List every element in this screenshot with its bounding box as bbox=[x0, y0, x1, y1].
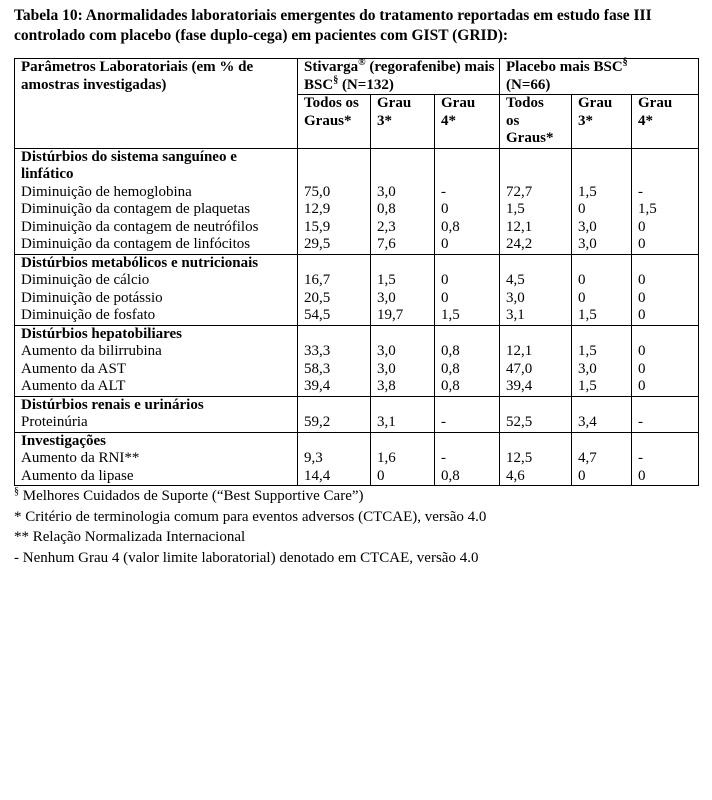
placebo-grade3-cell: 0 bbox=[572, 468, 632, 486]
section-blank-cell bbox=[572, 148, 632, 184]
param-cell: Diminuição de cálcio bbox=[15, 272, 298, 290]
param-cell: Diminuição de potássio bbox=[15, 290, 298, 308]
placebo-all-grades-cell: 3,1 bbox=[500, 307, 572, 325]
section-row bbox=[15, 432, 699, 450]
stivarga-grade3-cell: 3,0 bbox=[371, 184, 435, 202]
stivarga-grade4-cell: 0,8 bbox=[435, 343, 500, 361]
section-blank-cell bbox=[572, 432, 632, 450]
table-row bbox=[15, 272, 699, 290]
section-title: Distúrbios hepatobiliares bbox=[15, 325, 298, 343]
placebo-all-grades-label: Todos os Graus* bbox=[506, 95, 554, 146]
section-title: Distúrbios renais e urinários bbox=[15, 396, 298, 414]
stivarga-all-grades-cell: 59,2 bbox=[298, 414, 371, 432]
stivarga-grade3-cell: 19,7 bbox=[371, 307, 435, 325]
placebo-grade4-cell: - bbox=[632, 414, 699, 432]
placebo-grade4-cell: 1,5 bbox=[632, 201, 699, 219]
stivarga-grade4-cell: 0,8 bbox=[435, 468, 500, 486]
section-title: Distúrbios metabólicos e nutricionais bbox=[15, 254, 298, 272]
table-row bbox=[15, 219, 699, 237]
section-blank-cell bbox=[371, 325, 435, 343]
placebo-all-grades-cell: 72,7 bbox=[500, 184, 572, 202]
placebo-grade3-cell: 0 bbox=[572, 290, 632, 308]
section-blank-cell bbox=[435, 254, 500, 272]
placebo-grade3-cell: 3,4 bbox=[572, 414, 632, 432]
placebo-all-grades-cell: 4,5 bbox=[500, 272, 572, 290]
section-title: Investigações bbox=[15, 432, 298, 450]
placebo-grade4-cell: 0 bbox=[632, 219, 699, 237]
section-blank-cell bbox=[298, 396, 371, 414]
lab-abnormalities-table bbox=[14, 58, 699, 486]
stivarga-grade3-label: Grau 3* bbox=[377, 95, 412, 129]
section-blank-cell bbox=[572, 396, 632, 414]
section-title: Distúrbios do sistema sanguíneo e linfático bbox=[15, 148, 298, 184]
stivarga-all-grades-cell: 9,3 bbox=[298, 450, 371, 468]
placebo-header bbox=[500, 59, 699, 95]
section-blank-cell bbox=[371, 254, 435, 272]
table-row bbox=[15, 236, 699, 254]
section-blank-cell bbox=[632, 432, 699, 450]
section-row bbox=[15, 325, 699, 343]
placebo-all-grades-header bbox=[500, 95, 572, 149]
param-cell: Aumento da lipase bbox=[15, 468, 298, 486]
section-blank-cell bbox=[435, 148, 500, 184]
stivarga-all-grades-cell: 58,3 bbox=[298, 361, 371, 379]
stivarga-grade3-cell: 3,8 bbox=[371, 378, 435, 396]
stivarga-all-grades-cell: 15,9 bbox=[298, 219, 371, 237]
section-blank-cell bbox=[632, 396, 699, 414]
placebo-all-grades-cell: 4,6 bbox=[500, 468, 572, 486]
stivarga-grade4-cell: 0,8 bbox=[435, 378, 500, 396]
footnote-bsc bbox=[14, 486, 704, 507]
document-page bbox=[14, 6, 704, 568]
placebo-grade4-label: Grau 4* bbox=[638, 95, 673, 129]
placebo-grade4-cell: 0 bbox=[632, 468, 699, 486]
param-header-label: Parâmetros Laboratoriais (em % de amostras investigadas) bbox=[21, 59, 254, 93]
placebo-grade4-cell: - bbox=[632, 450, 699, 468]
param-cell: Aumento da bilirrubina bbox=[15, 343, 298, 361]
stivarga-grade3-cell: 3,0 bbox=[371, 343, 435, 361]
section-blank-cell bbox=[435, 432, 500, 450]
section-row bbox=[15, 148, 699, 184]
placebo-all-grades-cell: 52,5 bbox=[500, 414, 572, 432]
section-row bbox=[15, 396, 699, 414]
table-row bbox=[15, 343, 699, 361]
param-cell: Diminuição de fosfato bbox=[15, 307, 298, 325]
section-blank-cell bbox=[632, 254, 699, 272]
placebo-grade4-cell: 0 bbox=[632, 361, 699, 379]
footnotes bbox=[14, 486, 704, 568]
section-blank-cell bbox=[298, 254, 371, 272]
table-row bbox=[15, 184, 699, 202]
placebo-grade4-cell: 0 bbox=[632, 236, 699, 254]
section-blank-cell bbox=[298, 325, 371, 343]
stivarga-all-grades-cell: 12,9 bbox=[298, 201, 371, 219]
footnote-no-grade4: - Nenhum Grau 4 (valor limite laboratorial) denotado em CTCAE, versão 4.0 bbox=[14, 549, 479, 566]
table-row bbox=[15, 290, 699, 308]
table-row bbox=[15, 378, 699, 396]
param-cell: Diminuição da contagem de linfócitos bbox=[15, 236, 298, 254]
placebo-grade3-cell: 1,5 bbox=[572, 343, 632, 361]
section-blank-cell bbox=[572, 325, 632, 343]
footnote-rni: ** Relação Normalizada Internacional bbox=[14, 529, 246, 545]
placebo-all-grades-cell: 39,4 bbox=[500, 378, 572, 396]
placebo-grade3-cell: 1,5 bbox=[572, 307, 632, 325]
stivarga-all-grades-cell: 39,4 bbox=[298, 378, 371, 396]
table-row bbox=[15, 468, 699, 486]
stivarga-grade3-cell: 1,5 bbox=[371, 272, 435, 290]
section-blank-cell bbox=[435, 325, 500, 343]
section-blank-cell bbox=[500, 325, 572, 343]
placebo-all-grades-cell: 24,2 bbox=[500, 236, 572, 254]
table-title: Tabela 10: Anormalidades laboratoriais emergentes do tratamento reportadas em estudo fase III controlado com placebo (fase duplo-cega) em pacientes com GIST (GRID): bbox=[14, 7, 652, 44]
placebo-grade4-cell: 0 bbox=[632, 307, 699, 325]
stivarga-grade3-cell: 0,8 bbox=[371, 201, 435, 219]
stivarga-all-grades-cell: 20,5 bbox=[298, 290, 371, 308]
placebo-n: (N=66) bbox=[506, 76, 551, 93]
registered-mark: ® bbox=[358, 57, 366, 68]
stivarga-grade4-cell: 0 bbox=[435, 201, 500, 219]
param-cell: Aumento da AST bbox=[15, 361, 298, 379]
header-row-groups bbox=[15, 59, 699, 95]
placebo-grade3-cell: 3,0 bbox=[572, 361, 632, 379]
stivarga-all-grades-cell: 16,7 bbox=[298, 272, 371, 290]
stivarga-all-grades-cell: 29,5 bbox=[298, 236, 371, 254]
stivarga-grade4-header bbox=[435, 95, 500, 149]
section-blank-cell bbox=[500, 396, 572, 414]
stivarga-grade3-cell: 3,0 bbox=[371, 361, 435, 379]
param-cell: Diminuição da contagem de plaquetas bbox=[15, 201, 298, 219]
stivarga-grade4-cell: 1,5 bbox=[435, 307, 500, 325]
placebo-grade3-cell: 3,0 bbox=[572, 219, 632, 237]
stivarga-all-grades-header bbox=[298, 95, 371, 149]
stivarga-section-mark: § bbox=[333, 74, 339, 86]
table-row bbox=[15, 414, 699, 432]
stivarga-all-grades-cell: 33,3 bbox=[298, 343, 371, 361]
stivarga-grade3-cell: 3,1 bbox=[371, 414, 435, 432]
footnote-bsc-text: Melhores Cuidados de Suporte (“Best Supportive Care”) bbox=[19, 488, 364, 504]
param-cell: Diminuição da contagem de neutrófilos bbox=[15, 219, 298, 237]
placebo-all-grades-cell: 12,1 bbox=[500, 343, 572, 361]
stivarga-grade4-cell: 0 bbox=[435, 272, 500, 290]
placebo-label: Placebo mais BSC bbox=[506, 59, 623, 75]
placebo-all-grades-cell: 12,5 bbox=[500, 450, 572, 468]
section-blank-cell bbox=[632, 148, 699, 184]
placebo-grade4-cell: 0 bbox=[632, 343, 699, 361]
param-cell: Aumento da ALT bbox=[15, 378, 298, 396]
footnote-section-mark: § bbox=[14, 486, 19, 497]
section-blank-cell bbox=[500, 148, 572, 184]
placebo-grade4-cell: - bbox=[632, 184, 699, 202]
stivarga-n: (N=132) bbox=[338, 76, 394, 93]
stivarga-grade3-header bbox=[371, 95, 435, 149]
placebo-grade3-cell: 4,7 bbox=[572, 450, 632, 468]
stivarga-header bbox=[298, 59, 500, 95]
placebo-all-grades-cell: 3,0 bbox=[500, 290, 572, 308]
section-blank-cell bbox=[435, 396, 500, 414]
stivarga-grade4-cell: 0,8 bbox=[435, 219, 500, 237]
stivarga-all-grades-cell: 54,5 bbox=[298, 307, 371, 325]
stivarga-grade4-cell: - bbox=[435, 184, 500, 202]
placebo-grade3-label: Grau 3* bbox=[578, 95, 613, 129]
stivarga-desc: (regorafenibe) mais BSC bbox=[304, 59, 495, 93]
placebo-grade4-header bbox=[632, 95, 699, 149]
stivarga-grade3-cell: 0 bbox=[371, 468, 435, 486]
stivarga-grade4-cell: - bbox=[435, 450, 500, 468]
param-cell: Aumento da RNI** bbox=[15, 450, 298, 468]
stivarga-grade4-cell: 0 bbox=[435, 290, 500, 308]
placebo-grade4-cell: 0 bbox=[632, 290, 699, 308]
section-blank-cell bbox=[500, 254, 572, 272]
placebo-grade3-header bbox=[572, 95, 632, 149]
placebo-grade3-cell: 0 bbox=[572, 272, 632, 290]
placebo-grade4-cell: 0 bbox=[632, 378, 699, 396]
stivarga-name: Stivarga bbox=[304, 59, 359, 75]
stivarga-grade4-cell: 0 bbox=[435, 236, 500, 254]
section-blank-cell bbox=[298, 148, 371, 184]
placebo-grade3-cell: 1,5 bbox=[572, 378, 632, 396]
table-row bbox=[15, 361, 699, 379]
footnote-ctcae: * Critério de terminologia comum para eventos adversos (CTCAE), versão 4.0 bbox=[14, 508, 487, 525]
section-row bbox=[15, 254, 699, 272]
placebo-grade4-cell: 0 bbox=[632, 272, 699, 290]
param-header bbox=[15, 59, 298, 149]
table-row bbox=[15, 201, 699, 219]
param-cell: Diminuição de hemoglobina bbox=[15, 184, 298, 202]
stivarga-grade3-cell: 3,0 bbox=[371, 290, 435, 308]
stivarga-all-grades-label: Todos os Graus* bbox=[304, 95, 359, 129]
section-blank-cell bbox=[298, 432, 371, 450]
stivarga-grade3-cell: 2,3 bbox=[371, 219, 435, 237]
placebo-grade3-cell: 1,5 bbox=[572, 184, 632, 202]
stivarga-grade3-cell: 1,6 bbox=[371, 450, 435, 468]
placebo-grade3-cell: 3,0 bbox=[572, 236, 632, 254]
placebo-all-grades-cell: 47,0 bbox=[500, 361, 572, 379]
stivarga-grade3-cell: 7,6 bbox=[371, 236, 435, 254]
section-blank-cell bbox=[371, 396, 435, 414]
table-row bbox=[15, 450, 699, 468]
section-blank-cell bbox=[500, 432, 572, 450]
placebo-all-grades-cell: 12,1 bbox=[500, 219, 572, 237]
stivarga-grade4-cell: - bbox=[435, 414, 500, 432]
stivarga-all-grades-cell: 75,0 bbox=[298, 184, 371, 202]
section-blank-cell bbox=[632, 325, 699, 343]
placebo-section-mark: § bbox=[622, 57, 628, 68]
table-row bbox=[15, 307, 699, 325]
stivarga-grade4-label: Grau 4* bbox=[441, 95, 476, 129]
placebo-grade3-cell: 0 bbox=[572, 201, 632, 219]
stivarga-all-grades-cell: 14,4 bbox=[298, 468, 371, 486]
placebo-all-grades-cell: 1,5 bbox=[500, 201, 572, 219]
param-cell: Proteinúria bbox=[15, 414, 298, 432]
stivarga-grade4-cell: 0,8 bbox=[435, 361, 500, 379]
section-blank-cell bbox=[572, 254, 632, 272]
section-blank-cell bbox=[371, 148, 435, 184]
section-blank-cell bbox=[371, 432, 435, 450]
